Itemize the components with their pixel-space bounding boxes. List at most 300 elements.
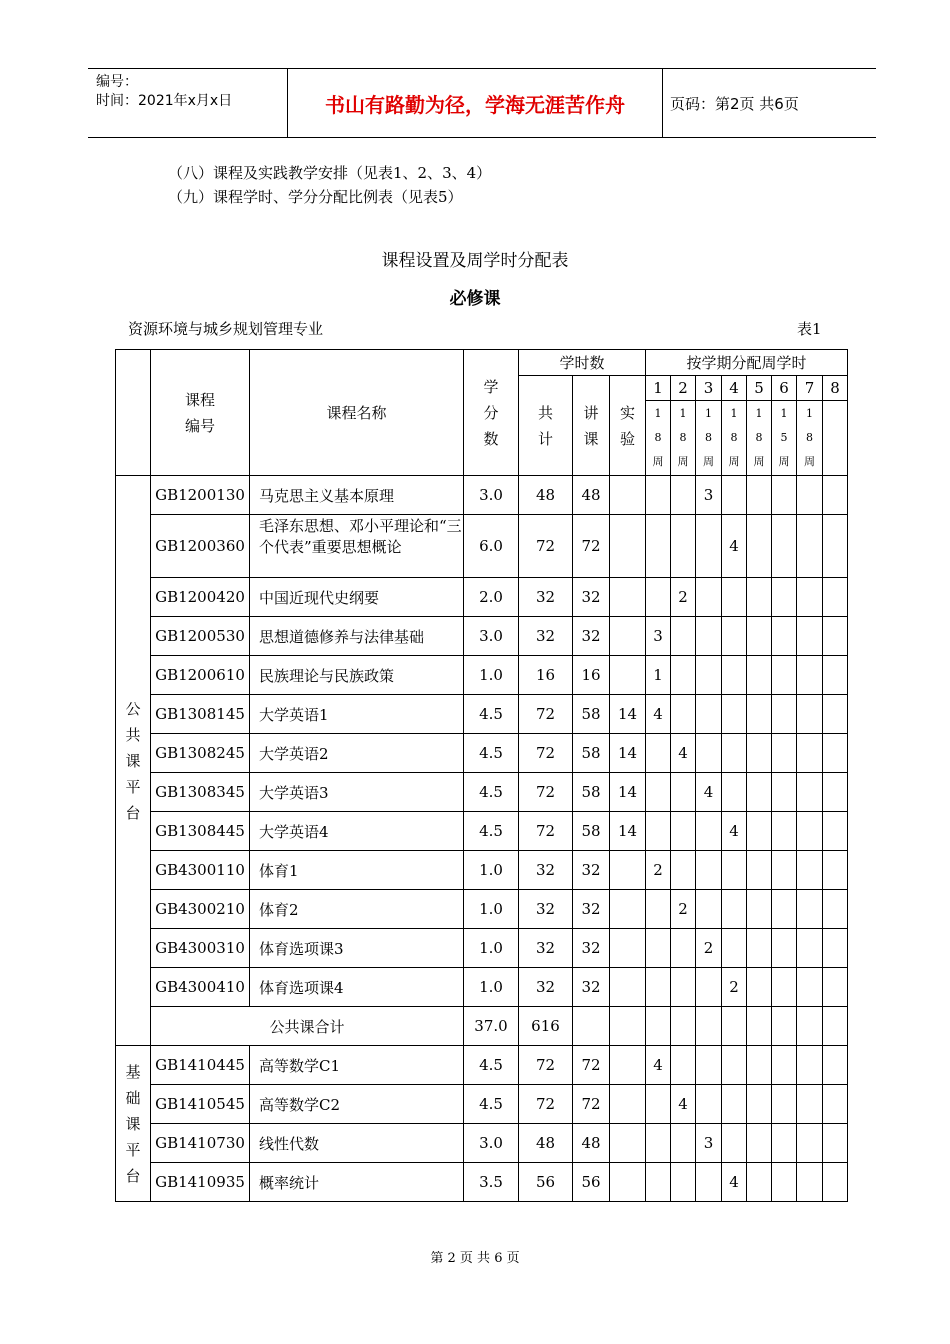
course-total-hours: 16 [519, 656, 573, 695]
semester-weeks-2: 1 8 周 [671, 401, 696, 476]
course-name: 大学英语3 [250, 773, 464, 812]
course-code: GB4300410 [151, 968, 250, 1007]
course-code: GB1410935 [151, 1163, 250, 1202]
course-total-hours: 72 [519, 1085, 573, 1124]
semester-hours-2 [671, 851, 696, 890]
table-row [116, 890, 848, 929]
semester-hours-4: 4 [722, 812, 747, 851]
semester-weeks-5: 1 8 周 [747, 401, 772, 476]
course-total-hours: 48 [519, 476, 573, 515]
semester-hours-2: 2 [671, 890, 696, 929]
semester-hours-6 [772, 617, 797, 656]
course-lecture-hours: 48 [573, 1124, 610, 1163]
semester-hours-2: 4 [671, 734, 696, 773]
semester-hours-1: 2 [646, 851, 671, 890]
header-page-label: 页码：第2页 共6页 [670, 94, 799, 113]
course-lab-hours: 14 [610, 695, 646, 734]
semester-hours-6 [772, 734, 797, 773]
course-name-text: 毛泽东思想、邓小平理论和“三个代表”重要思想概论 [259, 517, 462, 556]
semester-hours-8 [823, 968, 848, 1007]
header-meta [88, 69, 287, 137]
semester-hours-3 [696, 656, 722, 695]
course-code: GB1200130 [151, 476, 250, 515]
semester-hours-7 [797, 851, 823, 890]
subtotal-semester-8 [823, 1007, 848, 1046]
subtotal-semester-2 [671, 1007, 696, 1046]
group-basic: 基 础 课 平 台 [116, 1046, 151, 1202]
subtotal-row [116, 1007, 848, 1046]
semester-hours-5 [747, 617, 772, 656]
semester-hours-7 [797, 1124, 823, 1163]
semester-hours-5 [747, 773, 772, 812]
semester-hours-8 [823, 656, 848, 695]
course-code: GB1410730 [151, 1124, 250, 1163]
subtotal-lab [610, 1007, 646, 1046]
semester-hours-4: 4 [722, 1163, 747, 1202]
col-lecture-header: 讲 课 [573, 376, 610, 476]
course-lecture-hours: 72 [573, 1085, 610, 1124]
table-row [116, 734, 848, 773]
semester-hours-6 [772, 695, 797, 734]
course-name: 高等数学C1 [250, 1046, 464, 1085]
course-code: GB1308145 [151, 695, 250, 734]
table-title: 课程设置及周学时分配表 [381, 251, 569, 271]
table-row [116, 1124, 848, 1163]
subtotal-lecture [573, 1007, 610, 1046]
semester-hours-1 [646, 734, 671, 773]
semester-number-1: 1 [646, 376, 671, 401]
course-lab-hours [610, 1085, 646, 1124]
semester-hours-4: 4 [722, 515, 747, 578]
semester-hours-7 [797, 617, 823, 656]
course-credits: 3.0 [464, 617, 519, 656]
course-lecture-hours: 32 [573, 617, 610, 656]
semester-hours-1 [646, 578, 671, 617]
semester-weeks-4: 1 8 周 [722, 401, 747, 476]
course-lecture-hours: 32 [573, 851, 610, 890]
course-name: 民族理论与民族政策 [250, 656, 464, 695]
course-name: 体育选项课3 [250, 929, 464, 968]
subtotal-label: 公共课合计 [151, 1007, 464, 1046]
course-lecture-hours: 16 [573, 656, 610, 695]
semester-hours-4 [722, 929, 747, 968]
table-row [116, 851, 848, 890]
semester-hours-3 [696, 1046, 722, 1085]
semester-hours-8 [823, 1085, 848, 1124]
semester-hours-8 [823, 929, 848, 968]
course-lab-hours: 14 [610, 773, 646, 812]
subtotal-total: 616 [519, 1007, 573, 1046]
semester-hours-7 [797, 578, 823, 617]
semester-hours-8 [823, 851, 848, 890]
semester-hours-1 [646, 1163, 671, 1202]
semester-hours-4 [722, 851, 747, 890]
semester-hours-8 [823, 695, 848, 734]
subtotal-semester-1 [646, 1007, 671, 1046]
course-lecture-hours: 58 [573, 695, 610, 734]
semester-hours-7 [797, 968, 823, 1007]
course-credits: 1.0 [464, 929, 519, 968]
course-name: 大学英语4 [250, 812, 464, 851]
course-lecture-hours: 72 [573, 515, 610, 578]
semester-hours-7 [797, 734, 823, 773]
semester-hours-1 [646, 773, 671, 812]
course-lecture-hours: 32 [573, 578, 610, 617]
semester-weeks-7: 1 8 周 [797, 401, 823, 476]
semester-hours-6 [772, 1046, 797, 1085]
course-lab-hours [610, 929, 646, 968]
course-code: GB1200530 [151, 617, 250, 656]
semester-hours-7 [797, 656, 823, 695]
course-lecture-hours: 48 [573, 476, 610, 515]
course-name: 概率统计 [250, 1163, 464, 1202]
semester-hours-1 [646, 476, 671, 515]
page-header [88, 68, 876, 138]
course-credits: 4.5 [464, 1085, 519, 1124]
col-semester-header: 按学期分配周学时 [646, 350, 848, 376]
semester-hours-4 [722, 695, 747, 734]
table-row [116, 1046, 848, 1085]
semester-hours-7 [797, 515, 823, 578]
semester-hours-4 [722, 890, 747, 929]
semester-hours-3: 4 [696, 773, 722, 812]
course-total-hours: 32 [519, 578, 573, 617]
course-credits: 2.0 [464, 578, 519, 617]
table-row [116, 1085, 848, 1124]
col-total-header: 共 计 [519, 376, 573, 476]
number-label: 编号： [96, 74, 138, 90]
course-total-hours: 72 [519, 773, 573, 812]
semester-hours-5 [747, 890, 772, 929]
semester-hours-2 [671, 1124, 696, 1163]
semester-hours-2 [671, 476, 696, 515]
course-lab-hours [610, 476, 646, 515]
semester-hours-3: 3 [696, 1124, 722, 1163]
course-lab-hours [610, 1124, 646, 1163]
semester-hours-3: 2 [696, 929, 722, 968]
semester-hours-3 [696, 578, 722, 617]
semester-hours-8 [823, 476, 848, 515]
semester-hours-5 [747, 578, 772, 617]
course-lecture-hours: 58 [573, 773, 610, 812]
semester-hours-4 [722, 656, 747, 695]
table-row [116, 695, 848, 734]
course-total-hours: 72 [519, 515, 573, 578]
semester-hours-2: 2 [671, 578, 696, 617]
semester-hours-1 [646, 1085, 671, 1124]
semester-hours-3: 3 [696, 476, 722, 515]
semester-hours-3 [696, 734, 722, 773]
table-number: 表1 [797, 320, 822, 338]
semester-hours-1 [646, 968, 671, 1007]
course-lecture-hours: 56 [573, 1163, 610, 1202]
course-code: GB4300210 [151, 890, 250, 929]
semester-hours-5 [747, 656, 772, 695]
course-lecture-hours: 32 [573, 968, 610, 1007]
semester-hours-7 [797, 890, 823, 929]
semester-hours-6 [772, 968, 797, 1007]
course-lab-hours [610, 1046, 646, 1085]
page-footer: 第 2 页 共 6 页 [430, 1251, 520, 1266]
table-row [116, 515, 848, 578]
semester-hours-5 [747, 812, 772, 851]
semester-hours-5 [747, 734, 772, 773]
semester-hours-4 [722, 578, 747, 617]
course-lecture-hours: 58 [573, 812, 610, 851]
intro-line-8: （八）课程及实践教学安排（见表1、2、3、4） [168, 164, 492, 182]
course-name: 大学英语2 [250, 734, 464, 773]
semester-hours-5 [747, 476, 772, 515]
semester-hours-4 [722, 734, 747, 773]
course-credits: 4.5 [464, 695, 519, 734]
course-name: 高等数学C2 [250, 1085, 464, 1124]
semester-hours-4 [722, 773, 747, 812]
semester-hours-1 [646, 812, 671, 851]
semester-hours-6 [772, 1124, 797, 1163]
subtotal-semester-5 [747, 1007, 772, 1046]
semester-hours-6 [772, 929, 797, 968]
semester-hours-3 [696, 812, 722, 851]
subtotal-semester-6 [772, 1007, 797, 1046]
semester-hours-6 [772, 851, 797, 890]
course-name: 思想道德修养与法律基础 [250, 617, 464, 656]
subtotal-credits: 37.0 [464, 1007, 519, 1046]
semester-hours-8 [823, 812, 848, 851]
semester-hours-2 [671, 773, 696, 812]
semester-hours-6 [772, 578, 797, 617]
col-code-header: 课程 编号 [151, 350, 250, 476]
course-total-hours: 32 [519, 890, 573, 929]
semester-hours-6 [772, 1085, 797, 1124]
semester-hours-2 [671, 812, 696, 851]
semester-hours-3 [696, 695, 722, 734]
semester-hours-6 [772, 773, 797, 812]
semester-hours-6 [772, 515, 797, 578]
course-name [250, 515, 464, 578]
semester-hours-2 [671, 968, 696, 1007]
col-hours-header: 学时数 [519, 350, 646, 376]
course-lab-hours [610, 1163, 646, 1202]
course-credits: 4.5 [464, 812, 519, 851]
course-lab-hours [610, 890, 646, 929]
semester-hours-3 [696, 617, 722, 656]
semester-weeks-6: 1 5 周 [772, 401, 797, 476]
semester-hours-8 [823, 1163, 848, 1202]
semester-hours-2: 4 [671, 1085, 696, 1124]
course-total-hours: 56 [519, 1163, 573, 1202]
course-total-hours: 32 [519, 851, 573, 890]
course-name: 体育2 [250, 890, 464, 929]
semester-hours-1: 4 [646, 1046, 671, 1085]
course-code: GB1200360 [151, 515, 250, 578]
course-code: GB1308345 [151, 773, 250, 812]
semester-number-6: 6 [772, 376, 797, 401]
semester-hours-5 [747, 695, 772, 734]
semester-hours-6 [772, 476, 797, 515]
course-name: 马克思主义基本原理 [250, 476, 464, 515]
semester-number-8: 8 [823, 376, 848, 401]
header-motto: 书山有路勤为径，学海无涯苦作舟 [287, 69, 663, 137]
semester-hours-1 [646, 929, 671, 968]
course-credits: 4.5 [464, 734, 519, 773]
group-header-cell [116, 350, 151, 476]
course-code: GB1410545 [151, 1085, 250, 1124]
semester-hours-7 [797, 1163, 823, 1202]
semester-weeks-8 [823, 401, 848, 476]
semester-number-3: 3 [696, 376, 722, 401]
table-row [116, 812, 848, 851]
course-code: GB1308245 [151, 734, 250, 773]
semester-hours-2 [671, 929, 696, 968]
table-row [116, 476, 848, 515]
semester-hours-7 [797, 1085, 823, 1124]
course-table [115, 349, 848, 1202]
semester-number-4: 4 [722, 376, 747, 401]
semester-hours-1: 3 [646, 617, 671, 656]
course-lab-hours: 14 [610, 734, 646, 773]
table-row [116, 1163, 848, 1202]
course-total-hours: 32 [519, 929, 573, 968]
semester-hours-5 [747, 1085, 772, 1124]
course-code: GB4300110 [151, 851, 250, 890]
semester-hours-3 [696, 1163, 722, 1202]
semester-hours-1 [646, 515, 671, 578]
semester-hours-5 [747, 968, 772, 1007]
semester-hours-2 [671, 617, 696, 656]
course-code: GB1410445 [151, 1046, 250, 1085]
semester-hours-8 [823, 890, 848, 929]
semester-hours-6 [772, 1163, 797, 1202]
course-total-hours: 72 [519, 812, 573, 851]
semester-number-2: 2 [671, 376, 696, 401]
course-name: 体育1 [250, 851, 464, 890]
semester-hours-5 [747, 851, 772, 890]
course-code: GB1200420 [151, 578, 250, 617]
course-total-hours: 32 [519, 968, 573, 1007]
semester-hours-2 [671, 695, 696, 734]
semester-hours-4 [722, 1046, 747, 1085]
col-name-header: 课程名称 [250, 350, 464, 476]
semester-weeks-1: 1 8 周 [646, 401, 671, 476]
table-row [116, 773, 848, 812]
col-lab-header: 实 验 [610, 376, 646, 476]
semester-hours-8 [823, 734, 848, 773]
course-lab-hours [610, 851, 646, 890]
course-total-hours: 72 [519, 1046, 573, 1085]
course-lab-hours [610, 578, 646, 617]
semester-hours-3 [696, 851, 722, 890]
semester-hours-7 [797, 812, 823, 851]
semester-hours-5 [747, 1046, 772, 1085]
subtotal-semester-7 [797, 1007, 823, 1046]
semester-hours-4 [722, 1124, 747, 1163]
table-row [116, 578, 848, 617]
course-total-hours: 32 [519, 617, 573, 656]
semester-hours-7 [797, 695, 823, 734]
intro-line-9: （九）课程学时、学分分配比例表（见表5） [168, 188, 463, 206]
semester-hours-3 [696, 890, 722, 929]
table-row [116, 929, 848, 968]
course-total-hours: 72 [519, 734, 573, 773]
semester-hours-8 [823, 617, 848, 656]
semester-hours-1: 4 [646, 695, 671, 734]
course-lecture-hours: 58 [573, 734, 610, 773]
semester-hours-7 [797, 476, 823, 515]
course-lab-hours [610, 515, 646, 578]
semester-hours-6 [772, 890, 797, 929]
course-lab-hours [610, 617, 646, 656]
semester-hours-3 [696, 968, 722, 1007]
semester-hours-2 [671, 515, 696, 578]
semester-hours-4 [722, 617, 747, 656]
group-public: 公 共 课 平 台 [116, 476, 151, 1046]
table-row [116, 656, 848, 695]
semester-hours-8 [823, 1046, 848, 1085]
course-credits: 4.5 [464, 773, 519, 812]
semester-hours-7 [797, 929, 823, 968]
semester-hours-5 [747, 1163, 772, 1202]
major-label: 资源环境与城乡规划管理专业 [128, 320, 324, 338]
course-credits: 4.5 [464, 1046, 519, 1085]
course-total-hours: 72 [519, 695, 573, 734]
course-credits: 6.0 [464, 515, 519, 578]
course-lab-hours [610, 656, 646, 695]
semester-hours-2 [671, 1163, 696, 1202]
course-name: 大学英语1 [250, 695, 464, 734]
semester-hours-2 [671, 656, 696, 695]
semester-hours-8 [823, 773, 848, 812]
semester-hours-4 [722, 1085, 747, 1124]
course-lecture-hours: 32 [573, 890, 610, 929]
course-name: 线性代数 [250, 1124, 464, 1163]
table-row [116, 968, 848, 1007]
semester-hours-7 [797, 773, 823, 812]
course-lecture-hours: 32 [573, 929, 610, 968]
semester-hours-1 [646, 890, 671, 929]
semester-hours-1 [646, 1124, 671, 1163]
semester-hours-3 [696, 1085, 722, 1124]
course-lab-hours [610, 968, 646, 1007]
course-name: 中国近现代史纲要 [250, 578, 464, 617]
course-credits: 1.0 [464, 656, 519, 695]
semester-number-5: 5 [747, 376, 772, 401]
subtotal-semester-4 [722, 1007, 747, 1046]
course-credits: 3.0 [464, 476, 519, 515]
course-lab-hours: 14 [610, 812, 646, 851]
semester-hours-5 [747, 929, 772, 968]
subtotal-semester-3 [696, 1007, 722, 1046]
time-label: 时间：2021年x月x日 [96, 93, 233, 109]
semester-hours-4 [722, 476, 747, 515]
semester-hours-6 [772, 656, 797, 695]
course-credits: 3.5 [464, 1163, 519, 1202]
course-credits: 1.0 [464, 851, 519, 890]
course-code: GB4300310 [151, 929, 250, 968]
table-subtitle: 必修课 [449, 289, 501, 309]
semester-hours-3 [696, 515, 722, 578]
semester-hours-8 [823, 578, 848, 617]
semester-hours-8 [823, 1124, 848, 1163]
semester-hours-5 [747, 515, 772, 578]
semester-hours-8 [823, 515, 848, 578]
semester-weeks-3: 1 8 周 [696, 401, 722, 476]
semester-hours-1: 1 [646, 656, 671, 695]
semester-number-7: 7 [797, 376, 823, 401]
table-row [116, 617, 848, 656]
course-credits: 3.0 [464, 1124, 519, 1163]
course-name: 体育选项课4 [250, 968, 464, 1007]
semester-hours-4: 2 [722, 968, 747, 1007]
